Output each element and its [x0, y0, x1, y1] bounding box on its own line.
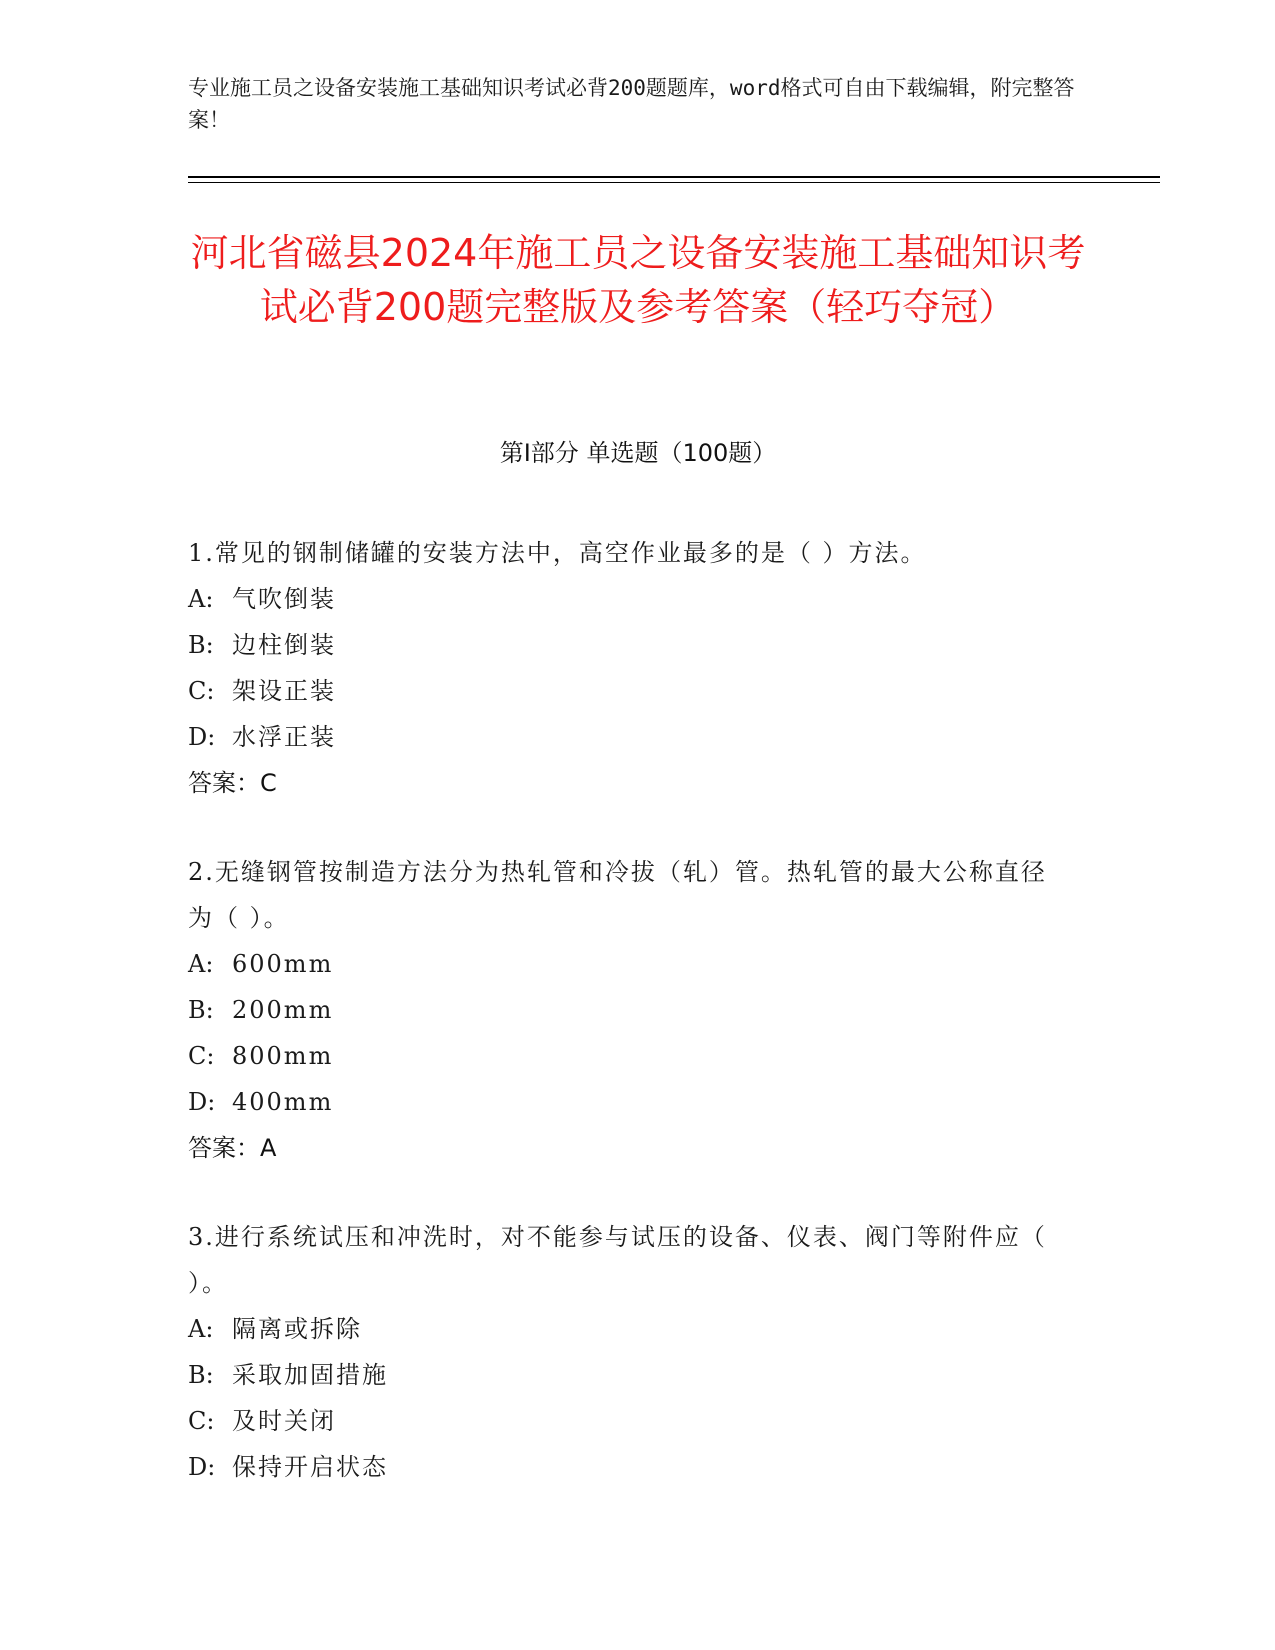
option-text: 气吹倒装	[232, 585, 336, 613]
option-text: 400mm	[232, 1088, 334, 1116]
option-b	[188, 987, 1068, 1033]
document-title: 河北省磁县2024年施工员之设备安装施工基础知识考试必背200题完整版及参考答案（轻巧夺冠）	[190, 231, 1086, 329]
question-stem: 2.无缝钢管按制造方法分为热轧管和冷拔（轧）管。热轧管的最大公称直径为（ ）。	[188, 858, 1047, 932]
header-divider-thin	[188, 182, 1160, 183]
header-note: 专业施工员之设备安装施工基础知识考试必背200题题库，word格式可自由下载编辑，附完整答案！	[188, 76, 1075, 132]
header-divider-thick	[188, 176, 1160, 178]
option-d	[188, 1444, 1068, 1490]
option-text: 隔离或拆除	[232, 1315, 362, 1343]
question-1	[188, 530, 1068, 806]
option-c	[188, 1033, 1068, 1079]
option-d	[188, 714, 1068, 760]
question-stem: 1.常见的钢制储罐的安装方法中，高空作业最多的是（ ）方法。	[188, 539, 927, 567]
option-letter: A:	[188, 585, 214, 613]
option-text: 及时关闭	[232, 1407, 336, 1435]
question-stem: 3.进行系统试压和冲洗时，对不能参与试压的设备、仪表、阀门等附件应（ ）。	[188, 1223, 1047, 1297]
option-c	[188, 1398, 1068, 1444]
option-letter: C:	[188, 1042, 215, 1070]
option-text: 采取加固措施	[232, 1361, 388, 1389]
option-letter: B:	[188, 631, 214, 659]
option-a	[188, 941, 1068, 987]
option-text: 水浮正装	[232, 723, 336, 751]
option-letter: D:	[188, 1453, 216, 1481]
option-letter: B:	[188, 996, 214, 1024]
option-letter: B:	[188, 1361, 214, 1389]
option-letter: A:	[188, 950, 214, 978]
option-text: 200mm	[232, 996, 334, 1024]
option-text: 600mm	[232, 950, 334, 978]
option-letter: D:	[188, 1088, 216, 1116]
option-text: 800mm	[232, 1042, 334, 1070]
option-c	[188, 668, 1068, 714]
answer-line: 答案：C	[188, 769, 277, 797]
option-d	[188, 1079, 1068, 1125]
option-text: 架设正装	[232, 677, 336, 705]
question-3	[188, 1214, 1068, 1490]
option-text: 保持开启状态	[232, 1453, 388, 1481]
option-b	[188, 1352, 1068, 1398]
question-2	[188, 849, 1068, 1171]
option-letter: C:	[188, 677, 215, 705]
answer-line: 答案：A	[188, 1134, 277, 1162]
option-letter: D:	[188, 723, 216, 751]
option-letter: C:	[188, 1407, 215, 1435]
question-list	[188, 530, 1068, 1533]
section-title: 第I部分 单选题（100题）	[499, 439, 777, 467]
option-text: 边柱倒装	[232, 631, 336, 659]
option-b	[188, 622, 1068, 668]
option-a	[188, 576, 1068, 622]
option-letter: A:	[188, 1315, 214, 1343]
option-a	[188, 1306, 1068, 1352]
